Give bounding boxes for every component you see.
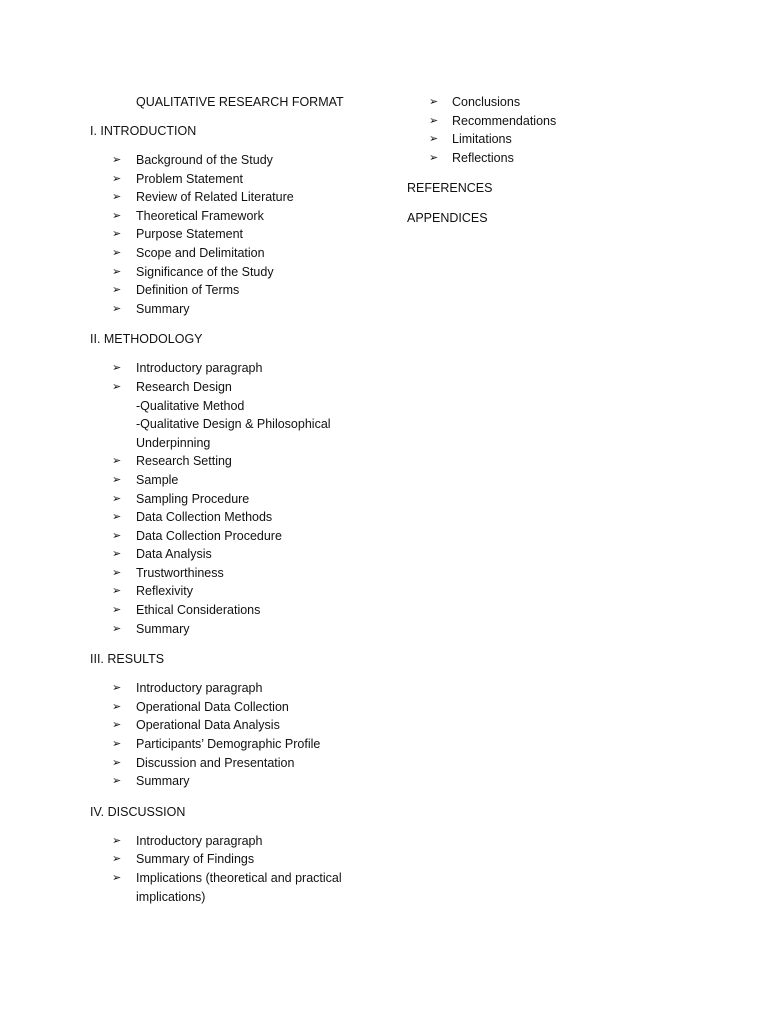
outline-item [90, 263, 390, 282]
outline-item-label: Data Analysis [136, 547, 212, 562]
section-heading: II. METHODOLOGY [90, 332, 203, 347]
arrow-bullet-icon: ➢ [112, 511, 122, 524]
outline-item [90, 735, 390, 754]
outline-item [90, 490, 390, 509]
arrow-bullet-icon: ➢ [112, 738, 122, 751]
outline-item-label: Purpose Statement [136, 227, 244, 242]
arrow-bullet-icon: ➢ [112, 604, 122, 617]
outline-item-label: Sampling Procedure [136, 491, 250, 506]
arrow-bullet-icon: ➢ [429, 114, 439, 127]
arrow-bullet-icon: ➢ [112, 775, 122, 788]
outline-subitem: -Qualitative Design & Philosophical Underpinning [136, 417, 331, 450]
arrow-bullet-icon: ➢ [112, 473, 122, 486]
outline-item [407, 130, 707, 149]
outline-item-label: Summary [136, 301, 190, 316]
arrow-bullet-icon: ➢ [112, 492, 122, 505]
outline-item-label: Reflexivity [136, 584, 193, 599]
arrow-bullet-icon: ➢ [112, 756, 122, 769]
outline-item-label: Background of the Study [136, 153, 273, 167]
outline-item [90, 620, 390, 639]
outline-item [90, 359, 390, 378]
arrow-bullet-icon: ➢ [112, 172, 122, 185]
outline-item [90, 754, 390, 773]
outline-right-column [407, 93, 707, 227]
outline-item [90, 716, 390, 735]
outline-item-label: Data Collection Procedure [136, 528, 282, 543]
arrow-bullet-icon: ➢ [112, 853, 122, 866]
outline-item-label: Operational Data Collection [136, 699, 289, 714]
outline-item [90, 225, 390, 244]
arrow-bullet-icon: ➢ [112, 700, 122, 713]
outline-item-label: Data Collection Methods [136, 510, 273, 525]
outline-item [407, 112, 707, 131]
outline-item-label: Reflections [452, 150, 514, 165]
outline-item [90, 188, 390, 207]
section-list [90, 832, 390, 906]
outline-subitem: -Qualitative Method [136, 398, 245, 413]
outline-item [90, 527, 390, 546]
outline-item [90, 679, 390, 698]
outline-item-label: Operational Data Analysis [136, 718, 280, 733]
outline-item-label: Introductory paragraph [136, 833, 263, 848]
arrow-bullet-icon: ➢ [112, 455, 122, 468]
outline-item-label: Research Design [136, 379, 232, 394]
arrow-bullet-icon: ➢ [112, 265, 122, 278]
arrow-bullet-icon: ➢ [112, 284, 122, 297]
arrow-bullet-icon: ➢ [112, 719, 122, 732]
arrow-bullet-icon: ➢ [112, 302, 122, 315]
outline-item [90, 564, 390, 583]
outline-item-label: Introductory paragraph [136, 361, 263, 376]
outline-item [90, 772, 390, 791]
outline-item [90, 545, 390, 564]
outline-item-label: Trustworthiness [136, 565, 224, 580]
section-heading: APPENDICES [407, 211, 488, 226]
outline-item-label: Limitations [452, 132, 512, 147]
outline-item [90, 471, 390, 490]
arrow-bullet-icon: ➢ [112, 380, 122, 393]
arrow-bullet-icon: ➢ [429, 96, 439, 108]
outline-item-label: Theoretical Framework [136, 208, 264, 223]
outline-item-label: Discussion and Presentation [136, 755, 295, 770]
arrow-bullet-icon: ➢ [429, 133, 439, 146]
outline-item [90, 281, 390, 300]
arrow-bullet-icon: ➢ [112, 529, 122, 542]
outline-item-label: Definition of Terms [136, 283, 240, 298]
arrow-bullet-icon: ➢ [429, 151, 439, 164]
outline-item-label: Participants’ Demographic Profile [136, 737, 321, 752]
outline-item-label: Review of Related Literature [136, 190, 294, 205]
outline-item [90, 698, 390, 717]
outline-item [90, 832, 390, 851]
arrow-bullet-icon: ➢ [112, 585, 122, 598]
outline-item [90, 244, 390, 263]
arrow-bullet-icon: ➢ [112, 209, 122, 222]
arrow-bullet-icon: ➢ [112, 566, 122, 579]
arrow-bullet-icon: ➢ [112, 622, 122, 635]
outline-item [90, 508, 390, 527]
arrow-bullet-icon: ➢ [112, 682, 122, 695]
section-list [90, 359, 390, 638]
outline-item-label: Implications (theoretical and practical implications) [136, 871, 342, 904]
outline-item-label: Research Setting [136, 454, 232, 469]
outline-item-label: Recommendations [452, 113, 557, 128]
arrow-bullet-icon: ➢ [112, 872, 122, 884]
arrow-bullet-icon: ➢ [112, 154, 122, 166]
outline-item-label: Introductory paragraph [136, 681, 263, 696]
outline-item-label: Ethical Considerations [136, 603, 261, 618]
arrow-bullet-icon: ➢ [112, 548, 122, 561]
outline-item [90, 850, 390, 869]
outline-item [90, 170, 390, 189]
outline-item [90, 378, 390, 452]
continued-list [407, 93, 707, 167]
arrow-bullet-icon: ➢ [112, 834, 122, 847]
outline-item-label: Problem Statement [136, 171, 243, 186]
arrow-bullet-icon: ➢ [112, 362, 122, 375]
section-list [90, 151, 390, 318]
section-list [90, 679, 390, 791]
outline-item [90, 207, 390, 226]
section-heading: REFERENCES [407, 181, 493, 196]
section-heading: IV. DISCUSSION [90, 804, 186, 819]
arrow-bullet-icon: ➢ [112, 246, 122, 259]
outline-item-label: Significance of the Study [136, 264, 274, 279]
arrow-bullet-icon: ➢ [112, 191, 122, 204]
outline-item [90, 151, 390, 170]
document-title: QUALITATIVE RESEARCH FORMAT [136, 95, 344, 109]
arrow-bullet-icon: ➢ [112, 228, 122, 241]
outline-item-label: Conclusions [452, 95, 521, 109]
outline-item [407, 149, 707, 168]
outline-item-label: Summary of Findings [136, 852, 255, 867]
outline-item-label: Scope and Delimitation [136, 245, 265, 260]
outline-item [90, 601, 390, 620]
outline-item-label: Summary [136, 774, 190, 789]
section-heading: III. RESULTS [90, 652, 165, 667]
outline-item [90, 300, 390, 319]
outline-left-column [90, 122, 390, 918]
outline-item [90, 582, 390, 601]
outline-item [90, 869, 390, 906]
outline-item-label: Sample [136, 472, 179, 487]
outline-item-label: Summary [136, 621, 190, 636]
outline-item [90, 452, 390, 471]
section-heading: I. INTRODUCTION [90, 124, 197, 138]
outline-item [407, 93, 707, 112]
